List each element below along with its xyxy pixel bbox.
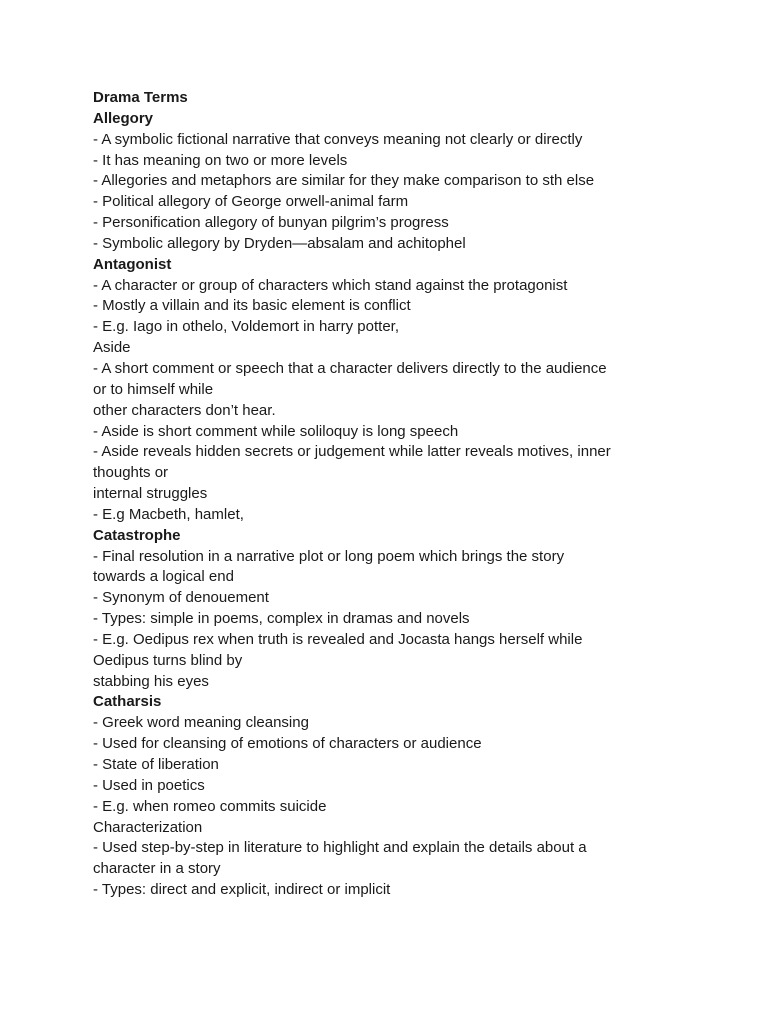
text-line: - Greek word meaning cleansing (93, 714, 309, 732)
text-line: - Allegories and metaphors are similar for they make comparison to sth else (93, 172, 595, 190)
text-line: - Used in poetics (93, 776, 205, 794)
text-line: - Types: simple in poems, complex in dramas and novels (93, 610, 470, 628)
text-line: - Types: direct and explicit, indirect or implicit (93, 881, 391, 899)
section-heading: Drama Terms (93, 89, 188, 106)
text-line: - Aside is short comment while soliloquy is long speech (93, 422, 459, 440)
text-line: or to himself while (93, 380, 214, 398)
text-line: - Mostly a villain and its basic element is conflict (93, 297, 411, 315)
section-heading: Antagonist (93, 255, 172, 273)
section-heading: Catastrophe (93, 526, 181, 544)
text-line: - Used for cleansing of emotions of characters or audience (93, 735, 482, 753)
text-line: character in a story (93, 860, 221, 878)
text-line: Oedipus turns blind by (93, 651, 243, 669)
text-line: - E.g. when romeo commits suicide (93, 797, 327, 815)
text-line: Characterization (93, 818, 203, 836)
text-line: - Aside reveals hidden secrets or judgement while latter reveals motives, inner (93, 443, 611, 461)
text-line: - A character or group of characters which stand against the protagonist (93, 276, 568, 294)
text-line: - Final resolution in a narrative plot or long poem which brings the story (93, 547, 565, 565)
text-line: - E.g. Oedipus rex when truth is revealed and Jocasta hangs herself while (93, 630, 583, 648)
text-line: - It has meaning on two or more levels (93, 151, 348, 169)
text-line: - Synonym of denouement (93, 589, 269, 607)
text-line: thoughts or (93, 464, 169, 482)
text-line: - State of liberation (93, 756, 219, 773)
text-line: - Political allegory of George orwell-animal farm (93, 193, 409, 211)
text-line: - Symbolic allegory by Dryden—absalam and achitophel (93, 234, 466, 252)
document-page (93, 88, 733, 901)
text-line: stabbing his eyes (93, 672, 209, 690)
text-line: Aside (93, 339, 131, 357)
text-line: - A symbolic fictional narrative that conveys meaning not clearly or directly (93, 130, 583, 148)
text-line: - E.g Macbeth, hamlet, (93, 505, 244, 523)
text-line: - A short comment or speech that a character delivers directly to the audience (93, 359, 607, 377)
text-line: other characters don’t hear. (93, 401, 276, 419)
text-line: - E.g. Iago in othelo, Voldemort in harry potter, (93, 318, 400, 336)
text-line: towards a logical end (93, 568, 234, 586)
text-line: internal struggles (93, 485, 208, 503)
text-line: - Personification allegory of bunyan pilgrim’s progress (93, 214, 449, 232)
section-heading: Catharsis (93, 693, 162, 711)
section-heading: Allegory (93, 109, 154, 127)
text-line: - Used step-by-step in literature to highlight and explain the details about a (93, 839, 587, 857)
